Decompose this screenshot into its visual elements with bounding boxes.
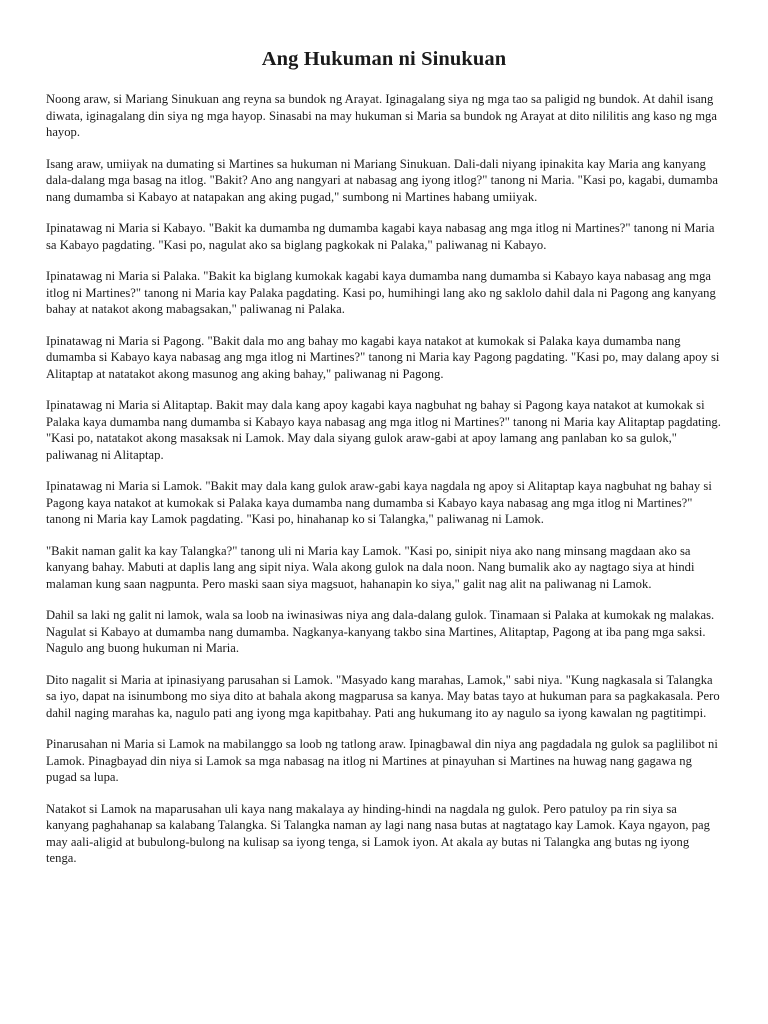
paragraph: Ipinatawag ni Maria si Lamok. "Bakit may dala kang gulok araw-gabi kaya nagdala ng apoy si Alitaptap kaya nagbuhat ng bahay si Pagong kaya natakot at kumokak si Palaka kaya dumamba nang dumamba si Kabayo kaya nabasag ang mga itlog ni Martines?" tanong ni Maria kay Lamok pagdating. "Kasi po, hinahanap ko si Talangka," paliwanag ni Lamok. [46, 479, 712, 526]
paragraph: Dahil sa laki ng galit ni lamok, wala sa loob na iwinasiwas niya ang dala-dalang gulok. Tinamaan si Palaka at kumokak ng malakas. Nagulat si Kabayo at dumamba nang dumamba. Nagkanya-kanyang takbo sina Martines, Alitaptap, Pagong at iba pang mga saksi. Nagulo ang buong hukuman ni Maria. [46, 608, 715, 655]
paragraph: Ipinatawag ni Maria si Palaka. "Bakit ka biglang kumokak kagabi kaya dumamba nang dumamba si Kabayo kaya nabasag ang mga itlog ni Martines?" tanong ni Maria kay Palaka pagdating. Kasi po, humihingi lang ako ng saklolo dahil dala ni Pagong ang kanyang bahay at natakot akong mabagsakan," paliwanag ni Palaka. [46, 269, 716, 316]
paragraph: Natakot si Lamok na maparusahan uli kaya nang makalaya ay hinding-hindi na nagdala ng gulok. Pero patuloy pa rin siya sa kanyang paghahanap sa kalabang Talangka. Si Talangka naman ay lagi nang nasa butas at nagtatago kay Lamok. Kaya ngayon, pag may aali-aligid at bubulong-bulong na kulisap sa iyong tenga, si Lamok iyon. At akala ay butas ni Talangka ang butas ng iyong tenga. [46, 801, 710, 865]
document-title: Ang Hukuman ni Sinukuan [261, 48, 507, 70]
paragraph: "Bakit naman galit ka kay Talangka?" tanong uli ni Maria kay Lamok. "Kasi po, sinipit niya ako nang minsang magdaan ako sa kanyang bahay. Mabuti at daplis lang ang sipit niya. Wala akong gulok na dala noon. Nang bumalik ako ay nagtago siya at hindi malaman kung saan nagpunta. Pero maski saan siya magsuot, hahanapin ko siya," galit nag alit na paliwanag ni Lamok. [46, 543, 695, 591]
paragraph: Noong araw, si Mariang Sinukuan ang reyna sa bundok ng Arayat. Iginagalang siya ng mga tao sa paligid ng bundok. At dahil isang diwata, iginagalang din siya ng mga hayop. Sinasabi na may hukuman si Maria sa bundok ng Arayat at dito nililitis ang kaso ng mga hayop. [46, 92, 717, 139]
paragraph: Isang araw, umiiyak na dumating si Martines sa hukuman ni Mariang Sinukuan. Dali-dali niyang ipinakita kay Maria ang kanyang dala-dalang mga basag na itlog. "Bakit? Ano ang nangyari at nabasag ang iyong itlog?" tanong ni Maria. "Kasi po, kagabi, dumamba nang dumamba si Kabayo at natapakan ang aking pugad," sumbong ni Martines habang umiiyak. [46, 156, 718, 204]
paragraph: Ipinatawag ni Maria si Alitaptap. Bakit may dala kang apoy kagabi kaya nagbuhat ng bahay si Pagong kaya natakot at kumokak si Palaka kaya dumamba nang dumamba si Kabayo kaya nabasag ang mga itlog ni Martines?" tanong ni Maria kay Alitaptap pagdating. "Kasi po, natatakot akong masaksak ni Lamok. May dala siyang gulok araw-gabi at apoy lamang ang panlaban ko sa gulok," paliwanag ni Alitaptap. [46, 398, 721, 462]
paragraph: Ipinatawag ni Maria si Pagong. "Bakit dala mo ang bahay mo kagabi kaya natakot at kumokak si Palaka kaya dumamba nang dumamba si Kabayo kaya nabasag ang mga itlog ni Martines?" tanong ni Maria kay Pagong pagdating. "Kasi po, may dalang apoy si Alitaptap at natatakot akong masunog ang aking bahay," paliwanag ni Pagong. [46, 333, 720, 381]
paragraph: Pinarusahan ni Maria si Lamok na mabilanggo sa loob ng tatlong araw. Ipinagbawal din niya ang pagdadala ng gulok sa paglilibot ni Lamok. Pinagbayad din niya si Lamok sa mga nabasag na itlog ni Martines at pinayuhan si Martines na huwag nang gagawa ng pugad sa lupa. [46, 737, 718, 784]
paragraph: Dito nagalit si Maria at ipinasiyang parusahan si Lamok. "Masyado kang marahas, Lamok," sabi niya. "Kung nagkasala si Talangka sa iyo, dapat na isinumbong mo siya dito at bahala akong magparusa sa kanya. May batas tayo at hukuman para sa pagkakasala. Pero dahil naging marahas ka, nagulo pati ang iyong mga kapitbahay. Pati ang hukumang ito ay nagulo sa iyong kawalan ng pagtitimpi. [46, 672, 720, 720]
paragraph: Ipinatawag ni Maria si Kabayo. "Bakit ka dumamba ng dumamba kagabi kaya nabasag ang mga itlog ni Martines?" tanong ni Maria sa Kabayo pagdating. "Kasi po, nagulat ako sa biglang pagkokak ni Palaka," paliwanag ni Kabayo. [46, 221, 715, 252]
